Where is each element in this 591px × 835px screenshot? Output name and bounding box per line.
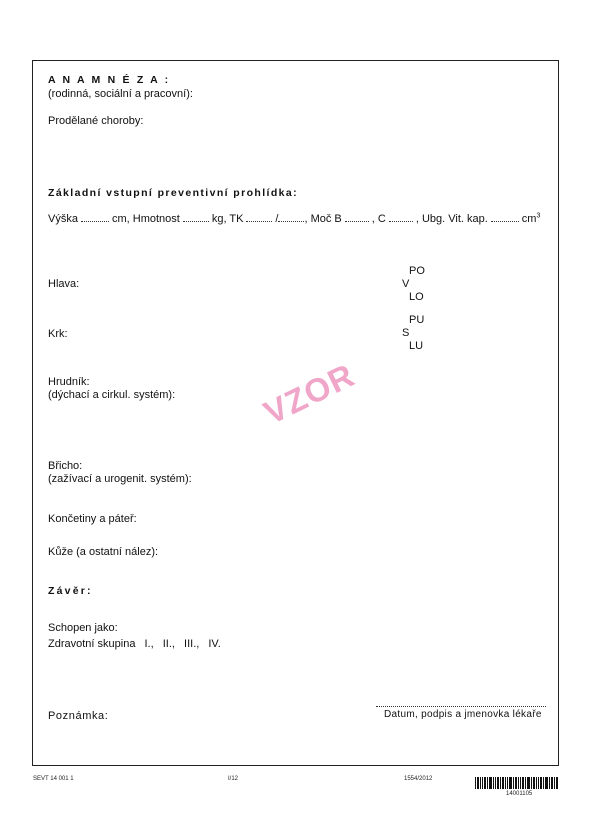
c-field[interactable] (389, 212, 413, 222)
vit-kap-field[interactable] (491, 212, 519, 222)
hrudnik-subtitle: (dýchací a cirkul. systém): (48, 389, 176, 401)
measurements-line (48, 212, 540, 226)
ear-pu-label: PU (409, 314, 425, 326)
hmotnost-field[interactable] (183, 212, 209, 222)
bricho-subtitle: (zažívací a urogenit. systém): (48, 473, 192, 485)
tk-label: kg, TK (211, 213, 244, 225)
ear-s-label: S (402, 327, 410, 339)
tk-slash: / (275, 213, 279, 225)
c-label: , C (371, 213, 386, 225)
eye-lo-label: LO (409, 291, 424, 303)
hmotnost-label: cm, Hmotnost (111, 213, 180, 225)
ear-lu-label: LU (409, 340, 424, 352)
vyska-label: Výška (48, 213, 78, 225)
skupina-option-4[interactable]: IV. (208, 638, 221, 650)
krk-label: Krk: (48, 328, 68, 340)
footer-registration: 1554/2012 (404, 776, 433, 782)
footer-form-code: SEVT 14 001 1 (33, 776, 74, 782)
zaver-heading: Závěr: (48, 585, 93, 597)
anamneza-heading: A N A M N É Z A : (48, 74, 171, 86)
footer-page-code: I/12 (228, 776, 239, 782)
koncetiny-label: Končetiny a páteř: (48, 513, 137, 525)
unit-label: cm (521, 213, 537, 225)
signature-line[interactable] (376, 706, 546, 707)
skupina-option-3[interactable]: III., (184, 638, 200, 650)
poznamka-label: Poznámka: (48, 710, 109, 722)
signature-caption: Datum, podpis a jmenovka lékaře (384, 709, 542, 720)
vstupni-prohlidka-heading: Základní vstupní preventivní prohlídka: (48, 187, 299, 199)
tk-diastolic-field[interactable] (278, 212, 304, 222)
schopen-jako-label: Schopen jako: (48, 622, 118, 634)
vyska-field[interactable] (81, 212, 109, 222)
kuze-label: Kůže (a ostatní nález): (48, 546, 159, 558)
tk-systolic-field[interactable] (246, 212, 272, 222)
skupina-option-2[interactable]: II., (162, 638, 175, 650)
bricho-label: Břicho: (48, 460, 83, 472)
prodelane-choroby-label: Prodělané choroby: (48, 115, 144, 127)
eye-po-label: PO (409, 265, 425, 277)
skupina-option-1[interactable]: I., (144, 638, 154, 650)
unit-superscript: 3 (536, 212, 541, 220)
hrudnik-label: Hrudník: (48, 376, 90, 388)
vzor-watermark: VZOR (258, 356, 361, 432)
zdravotni-skupina-label: Zdravotní skupina (48, 638, 136, 650)
ubg-label: , Ubg. Vit. kap. (415, 213, 488, 225)
moc-b-label: , Moč B (304, 213, 342, 225)
anamneza-subtitle: (rodinná, sociální a pracovní): (48, 88, 193, 100)
zdravotni-skupina-row (48, 638, 221, 651)
barcode-number: 14001105 (506, 791, 533, 797)
hlava-label: Hlava: (48, 278, 80, 290)
barcode-icon (475, 777, 559, 789)
moc-b-field[interactable] (345, 212, 369, 222)
eye-v-label: V (402, 278, 410, 290)
